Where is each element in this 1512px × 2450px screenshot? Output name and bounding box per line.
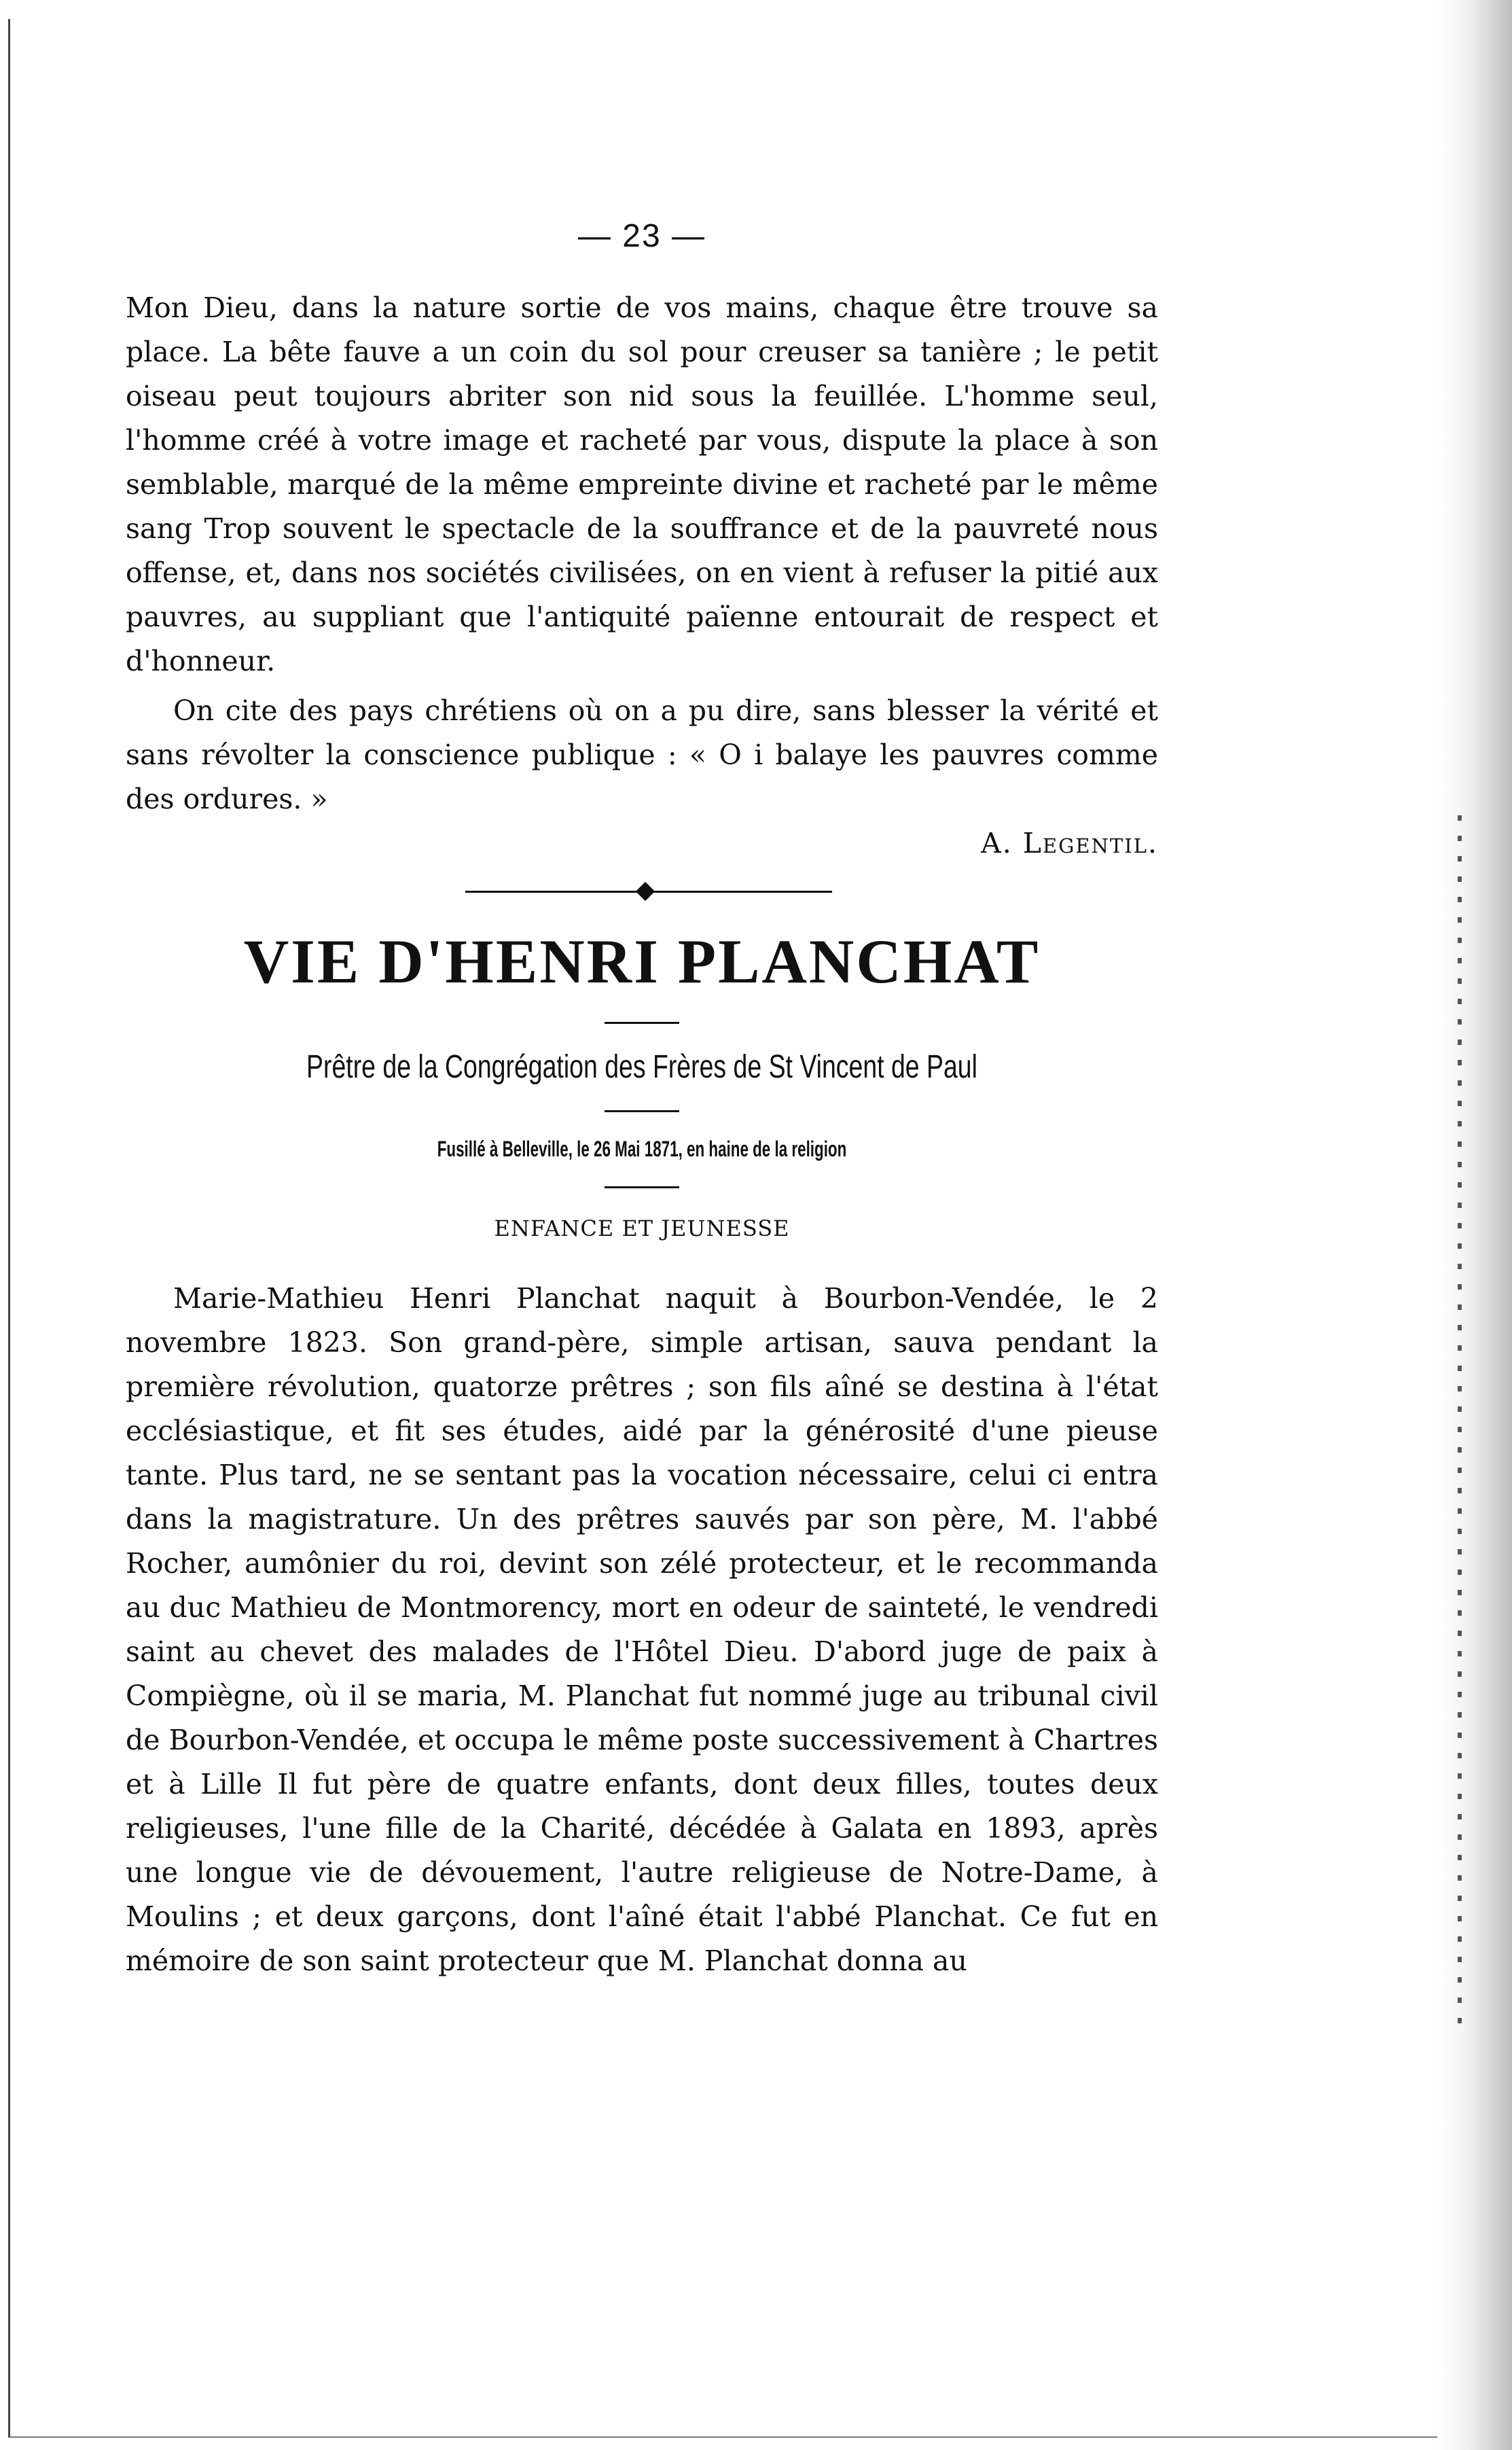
paragraph-biography: Marie-Mathieu Henri Planchat naquit à Bourbon-Vendée, le 2 novembre 1823. Son grand-père, simple artisan, sauva pendant la première révolution, quatorze prêtres ; son fils aîné se destina à l'état ecclésiastique, et fit ses études, aidé par la générosité d'une pieuse tante. Plus tard, ne se sentant pas la vocation nécessaire, celui ci entra dans la magistrature. Un des prêtres sauvés par son père, M. l'abbé Rocher, aumônier du roi, devint son zélé protecteur, et le recommanda au duc Mathieu de Montmorency, mort en odeur de sainteté, le vendredi saint au chevet des malades de l'Hôtel Dieu. D'abord juge de paix à Compiègne, où il se maria, M. Planchat fut nommé juge au tribunal civil de Bourbon-Vendée, et occupa le même poste successivement à Chartres et à Lille Il fut père de quatre enfants, dont deux filles, toutes deux religieuses, l'une fille de la Charité, décédée à Galata en 1893, après une longue vie de dévouement, l'autre religieuse de Notre-Dame, à Moulins ; et deux garçons, dont l'aîné était l'abbé Planchat. Ce fut en mémoire de son saint protecteur que M. Planchat donna au [126, 1282, 1158, 1977]
title-rule [605, 1022, 679, 1024]
signature-row [126, 821, 1158, 866]
signature: A. Legentil. [981, 827, 1158, 859]
dateline-rule [605, 1186, 679, 1188]
chapter-subtitle: Prêtre de la Congrégation des Frères de St Vincent de Paul [306, 1049, 977, 1085]
section-heading: ENFANCE ET JEUNESSE [494, 1215, 790, 1241]
paragraph-prayer: Mon Dieu, dans la nature sortie de vos mains, chaque être trouve sa place. La bête fauve a un coin du sol pour creuser sa tanière ; le petit oiseau peut toujours abriter son nid sous la feuillée. L'homme seul, l'homme créé à votre image et racheté par vous, dispute la place à son semblable, marqué de la même empreinte divine et racheté par le même sang Trop souvent le spectacle de la souffrance et de la pauvreté nous offense, et, dans nos sociétés civilisées, on en vient à refuser la pitié aux pauvres, au suppliant que l'antiquité païenne entourait de respect et d'honneur. [126, 291, 1158, 677]
paragraph-quote: On cite des pays chrétiens où on a pu dire, sans blesser la vérité et sans révolter la conscience publique : « O i balaye les pauvres comme des ordures. » [126, 694, 1158, 815]
chapter-title: VIE D'HENRI PLANCHAT [243, 927, 1041, 996]
ornament-diamond-icon [636, 882, 655, 901]
page-edge-shadow [1437, 0, 1512, 2450]
dateline: Fusillé à Belleville, le 26 Mai 1871, en haine de la religion [437, 1137, 847, 1161]
subtitle-rule [605, 1110, 679, 1112]
ornament-divider [126, 885, 1158, 898]
document-page [126, 217, 1158, 1983]
page-number: — 23 — [577, 218, 706, 254]
